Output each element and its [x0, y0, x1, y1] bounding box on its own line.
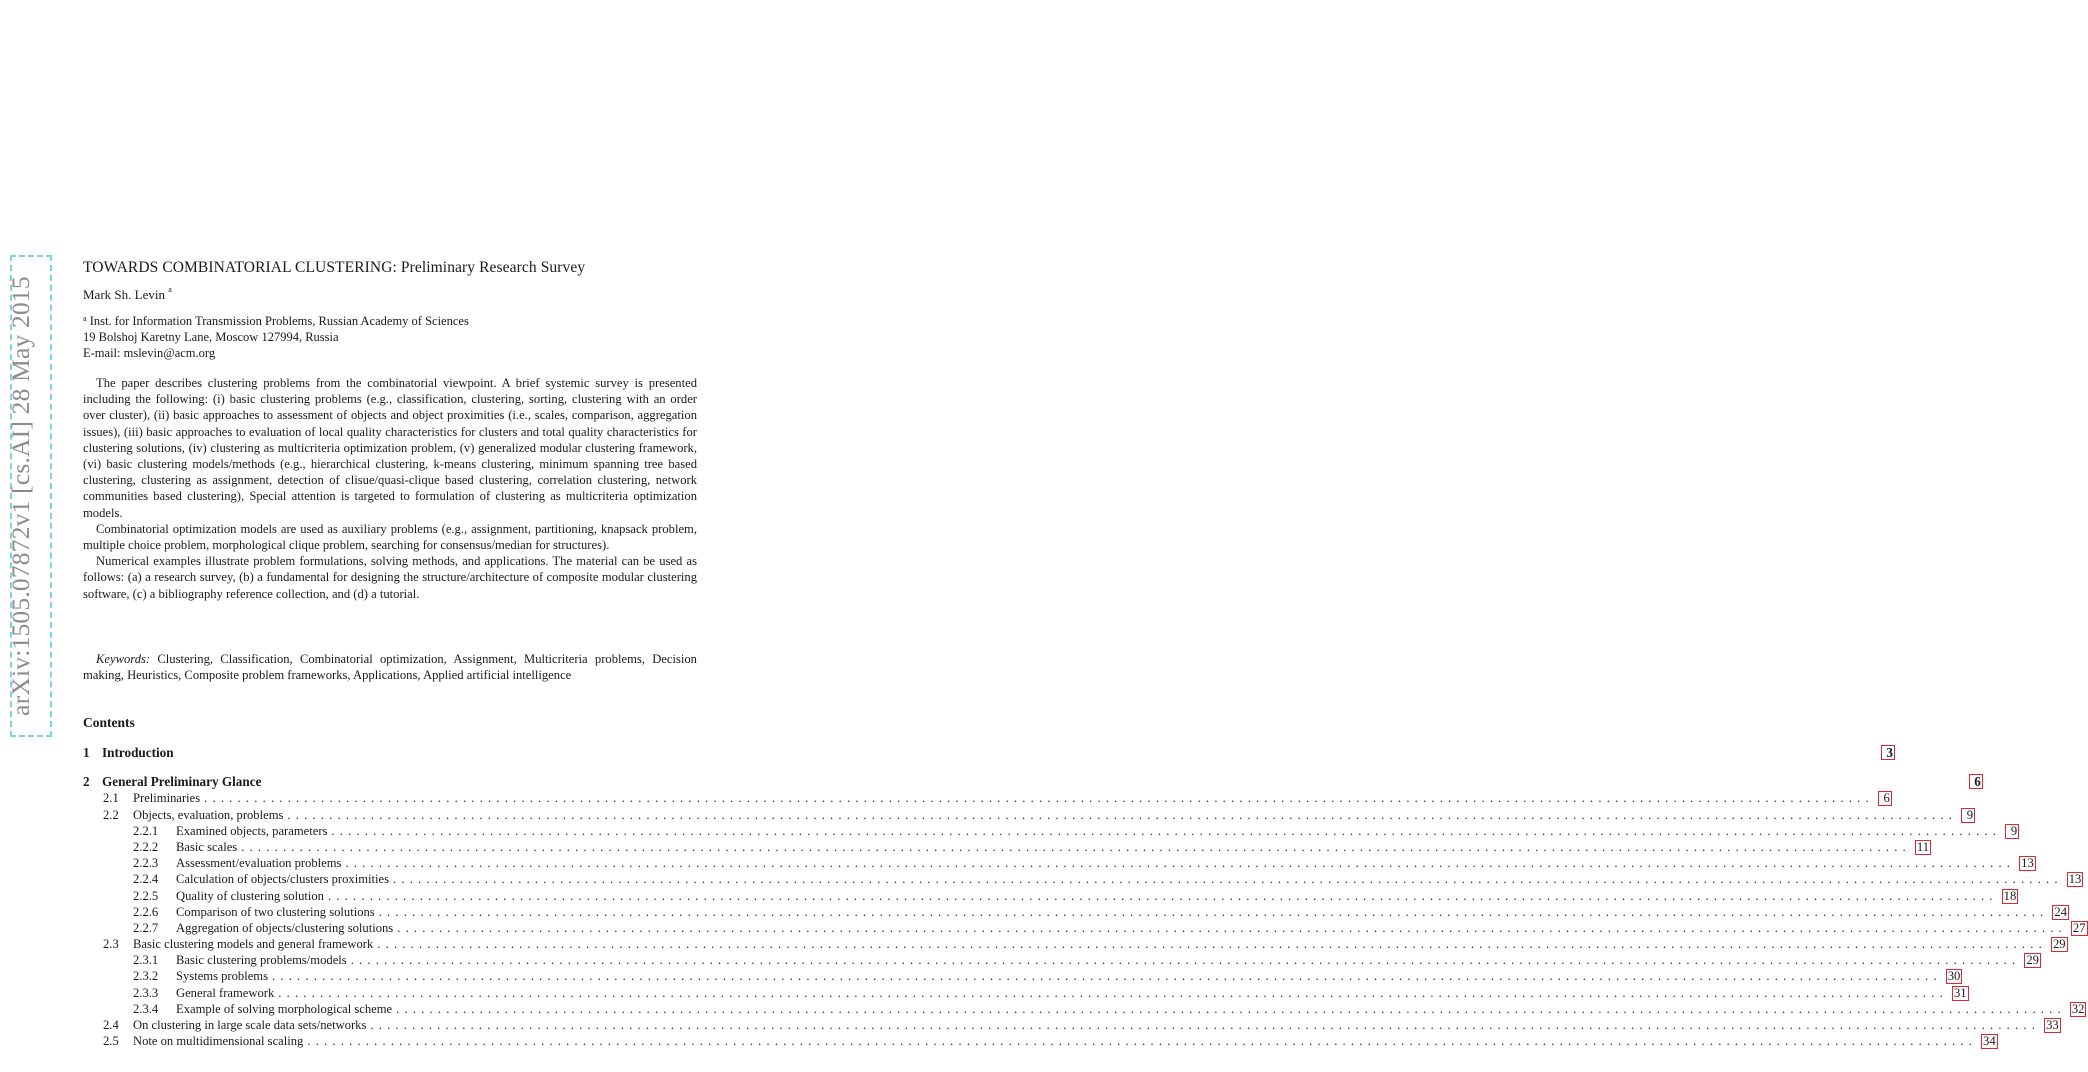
toc-leader-dots: ........................................................................................................................................................................................................ — [241, 839, 1911, 854]
keywords-label: Keywords: — [96, 652, 151, 666]
toc-label: Objects, evaluation, problems — [133, 807, 284, 822]
toc-entry[interactable] — [83, 839, 1930, 855]
affil-line1: Inst. for Information Transmission Problems, Russian Academy of Sciences — [89, 314, 469, 328]
toc-entry[interactable] — [83, 1033, 1996, 1049]
toc-label: Note on multidimensional scaling — [133, 1034, 304, 1049]
toc-label: General Preliminary Glance — [102, 774, 262, 790]
toc-page-link[interactable]: 13 — [2068, 872, 2082, 887]
toc-label: Systems problems — [176, 969, 269, 984]
toc-label: Basic clustering models and general framework — [133, 937, 374, 952]
toc-page-link[interactable]: 29 — [2052, 937, 2066, 952]
toc-leader-dots: ........................................................................................................................................................................................................ — [287, 807, 1958, 822]
toc-leader-dots: ........................................................................................................................................................................................................ — [377, 937, 2047, 952]
toc-number: 2.2.3 — [133, 856, 159, 871]
abstract-paragraph: Combinatorial optimization models are used as auxiliary problems (e.g., assignment, partitioning, knapsack problem, multiple choice problem, morphological clique problem, searching for consensus/median for structures). — [83, 521, 697, 553]
toc-leader-dots: ........................................................................................................................................................................................................ — [378, 904, 2049, 919]
toc-number: 2.3.3 — [133, 985, 159, 1000]
toc-number: 1 — [83, 745, 90, 760]
toc-page-link[interactable]: 6 — [1969, 774, 1983, 789]
toc-label: Introduction — [102, 745, 174, 760]
arxiv-stamp[interactable]: arXiv:1505.07872v1 [cs.AI] 28 May 2015 — [6, 276, 35, 716]
keywords — [83, 651, 697, 683]
toc-page-link[interactable]: 24 — [2054, 904, 2067, 919]
toc-label: Basic clustering problems/models — [176, 953, 347, 968]
toc-leader-dots: ........................................................................................................................................................................................................ — [393, 872, 2063, 887]
toc-page-link[interactable]: 29 — [2026, 953, 2039, 968]
toc-page-link[interactable]: 11 — [1916, 839, 1930, 854]
toc-label: General framework — [176, 985, 275, 1000]
toc-entry[interactable] — [83, 904, 2067, 920]
toc-number: 2.1 — [103, 791, 119, 806]
toc-leader-dots: ........................................................................................................................................................................................................ — [278, 985, 1948, 1000]
toc-entry[interactable] — [83, 968, 1961, 984]
toc-leader-dots: ........................................................................................................................................................................................................ — [327, 888, 1998, 903]
toc-leader-dots: ........................................................................................................................................................................................................ — [397, 920, 2067, 935]
toc-number: 2.3.2 — [133, 969, 159, 984]
toc-entry[interactable] — [83, 985, 1967, 1001]
toc-entry[interactable] — [83, 1001, 2085, 1017]
toc-entry[interactable] — [83, 1017, 2059, 1033]
affiliation — [83, 313, 469, 361]
toc-page-link[interactable]: 18 — [2003, 888, 2017, 903]
toc-label: Example of solving morphological scheme — [176, 1001, 393, 1016]
affil-sup: a — [83, 314, 87, 323]
toc-number: 2.2 — [103, 807, 119, 822]
toc-label: On clustering in large scale data sets/networks — [133, 1018, 367, 1032]
toc-number: 2.2.2 — [133, 839, 159, 854]
toc-page-link[interactable]: 9 — [1961, 808, 1975, 823]
contents-heading: Contents — [83, 715, 135, 730]
toc-number: 2.3.1 — [133, 953, 159, 968]
toc-page-link[interactable]: 30 — [1947, 969, 1961, 984]
toc-label: Assessment/evaluation problems — [176, 856, 342, 871]
abstract-paragraph: The paper describes clustering problems from the combinatorial viewpoint. A brief systemic survey is presented including the following: (i) basic clustering problems (e.g., classification, clustering, sorting, clustering with an order over cluster), (ii) basic approaches to assessment of objects and object proximities (i.e., scales, comparison, aggregation issues), (iii) basic approaches to evaluation of local quality characteristics for clusters and total quality characteristics for clustering solutions, (iv) clustering as multicriteria optimization problem, (v) generalized modular clustering framework, (vi) basic clustering models/methods (e.g., hierarchical clustering, k-means clustering, minimum spanning tree based clustering, clustering as assignment, detection of clisue/quasi-clique based clustering, correlation clustering, network communities based clustering), Special attention is targeted to formulation of clustering as multicriteria optimization models. — [83, 376, 697, 520]
toc-number: 2.4 — [103, 1018, 119, 1032]
toc-number: 2.2.7 — [133, 920, 159, 935]
toc-page-link[interactable]: 33 — [2046, 1018, 2059, 1032]
toc-entry[interactable] — [83, 871, 2082, 887]
toc-page-link[interactable]: 32 — [2071, 1001, 2085, 1016]
table-of-contents — [83, 745, 2086, 1049]
toc-label: Comparison of two clustering solutions — [176, 904, 375, 919]
author-name: Mark Sh. Levin — [83, 287, 165, 302]
toc-page-link[interactable]: 3 — [1881, 745, 1895, 760]
author — [83, 287, 172, 303]
toc-leader-dots: ........................................................................................................................................................................................................ — [345, 856, 2016, 871]
toc-entry[interactable] — [83, 774, 1981, 790]
toc-page-link[interactable]: 6 — [1878, 791, 1892, 806]
toc-number: 2.2.5 — [133, 888, 159, 903]
toc-label: Calculation of objects/clusters proximities — [176, 872, 389, 887]
toc-label: Aggregation of objects/clustering solutions — [176, 920, 394, 935]
toc-page-link[interactable]: 34 — [1983, 1034, 1996, 1049]
toc-page-link[interactable]: 9 — [2005, 824, 2019, 839]
toc-entry[interactable] — [83, 790, 1890, 806]
toc-entry[interactable] — [83, 855, 2034, 871]
toc-number: 2.3 — [103, 937, 119, 952]
toc-entry[interactable] — [83, 807, 1974, 823]
author-sup: a — [168, 285, 172, 294]
toc-label: Basic scales — [176, 839, 238, 854]
toc-entry[interactable] — [83, 745, 1893, 761]
toc-entry[interactable] — [83, 823, 2018, 839]
toc-entry[interactable] — [83, 920, 2086, 936]
toc-label: Preliminaries — [133, 791, 201, 806]
toc-number: 2.3.4 — [133, 1001, 159, 1016]
toc-number: 2.5 — [103, 1034, 119, 1049]
toc-page-link[interactable]: 27 — [2072, 920, 2086, 935]
toc-leader-dots: ........................................................................................................................................................................................................ — [307, 1034, 1978, 1049]
toc-leader-dots: ........................................................................................................................................................................................................ — [396, 1001, 2066, 1016]
paper-title: TOWARDS COMBINATORIAL CLUSTERING: Preliminary Research Survey — [83, 259, 586, 276]
toc-number: 2.2.6 — [133, 904, 159, 919]
toc-leader-dots: ........................................................................................................................................................................................................ — [331, 823, 2002, 838]
toc-label: Quality of clustering solution — [176, 888, 324, 903]
affil-line2: 19 Bolshoj Karetny Lane, Moscow 127994, Russia — [83, 330, 339, 344]
toc-page-link[interactable]: 31 — [1953, 985, 1967, 1000]
toc-leader-dots: ........................................................................................................................................................................................................ — [272, 969, 1942, 984]
toc-number: 2.2.4 — [133, 872, 159, 887]
toc-leader-dots: ........................................................................................................................................................................................................ — [350, 953, 2021, 968]
affil-email: E-mail: mslevin@acm.org — [83, 346, 216, 360]
toc-entry[interactable] — [83, 888, 2017, 904]
keywords-text: Clustering, Classification, Combinatorial optimization, Assignment, Multicriteria problems, Decision making, Heuristics, Composite problem frameworks, Applications, Applied artificial intelligence — [83, 652, 697, 682]
toc-entry[interactable] — [83, 936, 2066, 952]
abstract — [83, 375, 697, 602]
toc-leader-dots: ........................................................................................................................................................................................................ — [204, 791, 1874, 806]
toc-page-link[interactable]: 13 — [2021, 856, 2034, 871]
toc-leader-dots: ........................................................................................................................................................................................................ — [370, 1018, 2041, 1032]
toc-number: 2.2.1 — [133, 823, 159, 838]
toc-label: Examined objects, parameters — [176, 823, 328, 838]
toc-number: 2 — [83, 774, 90, 790]
abstract-paragraph: Numerical examples illustrate problem formulations, solving methods, and applications. The material can be used as follows: (a) a research survey, (b) a fundamental for designing the structure/architecture of composite modular clustering software, (c) a bibliography reference collection, and (d) a tutorial. — [83, 554, 697, 601]
toc-entry[interactable] — [83, 952, 2039, 968]
